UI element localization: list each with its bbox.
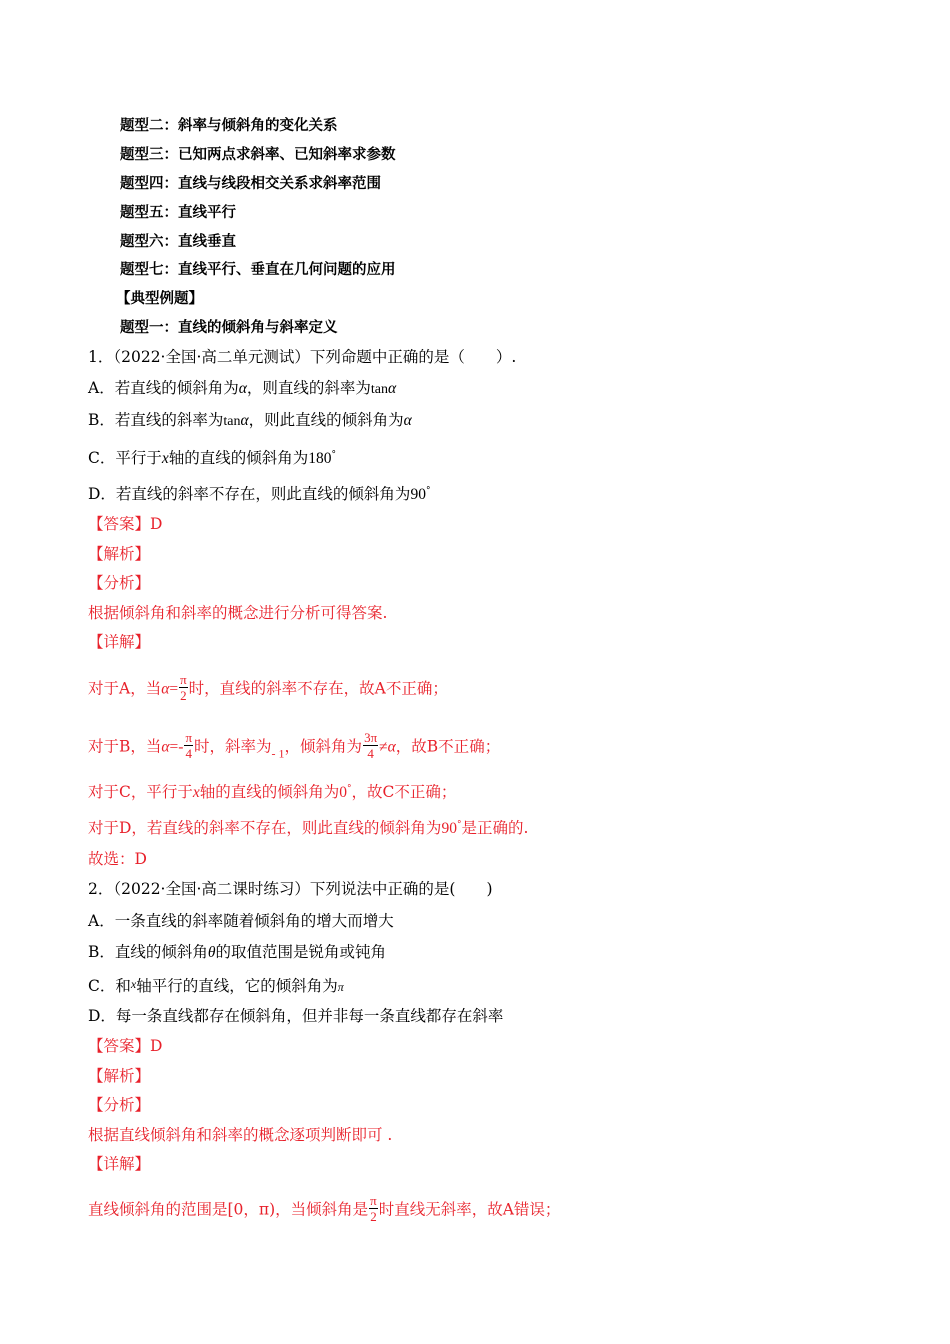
- fraction-pi-over-2: $\frac{\pi}{2}$: [370, 1193, 377, 1224]
- q1-option-a: A．若直线的倾斜角为α，则直线的斜率为tanα: [88, 379, 397, 397]
- q1-choice: 故选：D: [88, 850, 147, 868]
- q1-detail-c: 对于C，平行于x轴的直线的倾斜角为0°，故C不正确；: [88, 783, 457, 802]
- q1-answer: 【答案】D: [88, 515, 163, 533]
- q1-analysis: 根据倾斜角和斜率的概念进行分析可得答案.: [88, 604, 388, 622]
- q1-fenxi-label: 【分析】: [88, 574, 151, 592]
- toc-item-7: 题型七：直线平行、垂直在几何问题的应用: [120, 262, 396, 278]
- toc-item-4: 题型四：直线与线段相交关系求斜率范围: [120, 176, 381, 192]
- fraction-pi-over-4: $\frac{\pi}{4}$: [185, 730, 193, 761]
- q2-detail-1: 直线倾斜角的范围是[0，π)，当倾斜角是 $\frac{\pi}{2}$ 时直线无斜率，故A错误；: [88, 1193, 561, 1224]
- q1-option-c: C．平行于x轴的直线的倾斜角为180°: [88, 449, 337, 468]
- q1-stem: 1．（2022·全国·高二单元测试）下列命题中正确的是（ ）.: [88, 348, 517, 366]
- q2-answer: 【答案】D: [88, 1037, 163, 1055]
- toc-item-3: 题型三：已知两点求斜率、已知斜率求参数: [120, 147, 396, 163]
- q1-detail-b: 对于B，当α=- $\frac{\pi}{4}$ 时，斜率为$_{- 1}$，倾斜角为 $\frac{3\pi}{4}$ ≠α，故B不正确；: [88, 730, 501, 761]
- q1-option-d: D．若直线的斜率不存在，则此直线的倾斜角为90°: [88, 485, 431, 504]
- q2-option-a: A．一条直线的斜率随着倾斜角的增大而增大: [88, 912, 394, 930]
- q1-detail-a: 对于A，当α= $\frac{\pi}{2}$ 时，直线的斜率不存在，故A不正确；: [88, 672, 448, 703]
- fraction-3pi-over-4: $\frac{3\pi}{4}$: [364, 730, 378, 761]
- toc-item-5: 题型五：直线平行: [120, 205, 236, 221]
- q1-option-b: B．若直线的斜率为tanα，则此直线的倾斜角为α: [88, 411, 412, 429]
- q1-detail-d: 对于D，若直线的斜率不存在，则此直线的倾斜角为90°是正确的.: [88, 819, 529, 838]
- q2-xiangjie-label: 【详解】: [88, 1155, 151, 1173]
- q2-option-c: C．和x轴平行的直线，它的倾斜角为π: [88, 977, 344, 995]
- q1-xiangjie-label: 【详解】: [88, 633, 151, 651]
- q2-stem: 2．（2022·全国·高二课时练习）下列说法中正确的是( ): [88, 880, 493, 898]
- q2-jiexi-label: 【解析】: [88, 1067, 151, 1085]
- fraction-pi-over-2: $\frac{\pi}{2}$: [180, 672, 187, 703]
- q2-option-d: D．每一条直线都存在倾斜角，但并非每一条直线都存在斜率: [88, 1007, 504, 1025]
- examples-header: 【典型例题】: [116, 291, 203, 307]
- q2-option-b: B．直线的倾斜角θ的取值范围是锐角或钝角: [88, 943, 387, 961]
- section-title: 题型一：直线的倾斜角与斜率定义: [120, 320, 338, 336]
- q2-analysis: 根据直线倾斜角和斜率的概念逐项判断即可 .: [88, 1126, 393, 1144]
- q2-fenxi-label: 【分析】: [88, 1096, 151, 1114]
- toc-item-6: 题型六：直线垂直: [120, 234, 236, 250]
- q1-jiexi-label: 【解析】: [88, 545, 151, 563]
- toc-item-2: 题型二：斜率与倾斜角的变化关系: [120, 118, 338, 134]
